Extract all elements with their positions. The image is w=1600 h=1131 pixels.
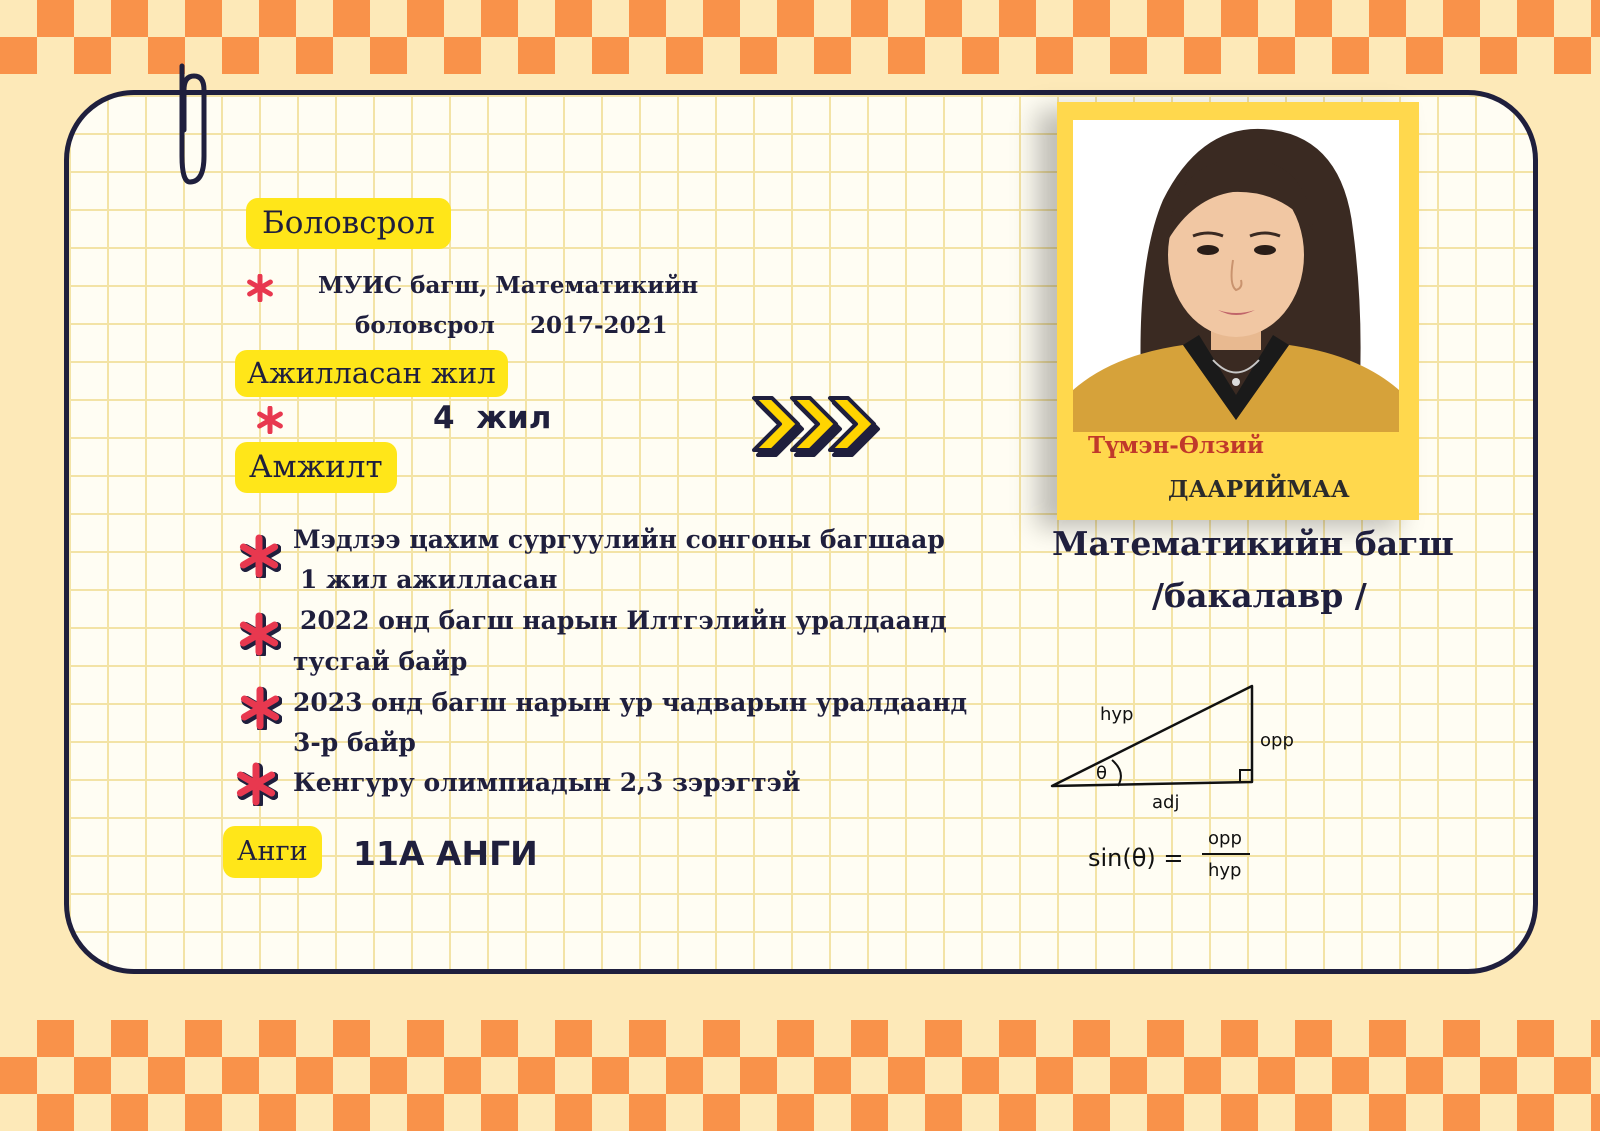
education-line2: боловсрол <box>355 312 495 339</box>
experience-heading: Ажилласан жил <box>235 350 508 397</box>
sine-formula-lhs: sin(θ) = <box>1088 844 1184 872</box>
trig-triangle-diagram <box>1040 676 1320 896</box>
sine-formula-numerator: opp <box>1208 828 1242 849</box>
achievement-1-line1: Мэдлээ цахим сургуулийн сонгоны багшаар <box>293 525 945 554</box>
achievement-4-line1: Кенгуру олимпиадын 2,3 зэрэгтэй <box>293 768 801 797</box>
checker-border-bottom <box>0 1020 1600 1131</box>
education-heading: Боловсрол <box>246 198 451 249</box>
experience-value: 4 жил <box>433 400 552 436</box>
asterisk-icon <box>246 274 274 302</box>
achievement-3-line1: 2023 онд багш нарын ур чадварын уралдаанд <box>293 688 968 717</box>
achievement-3-line2: 3-р байр <box>293 728 416 757</box>
achievement-2-line1: 2022 онд багш нарын Илтгэлийн уралдаанд <box>300 606 947 635</box>
profile-first-name: Түмэн-Өлзий <box>1088 432 1264 459</box>
chevron-arrows-icon <box>748 392 882 458</box>
education-years: 2017-2021 <box>530 312 668 339</box>
profile-role-line2: /бакалавр / <box>1152 576 1367 615</box>
asterisk-icon <box>237 612 281 656</box>
sine-formula-denominator: hyp <box>1208 860 1242 881</box>
paperclip-icon <box>166 60 212 190</box>
hyp-label: hyp <box>1100 704 1134 725</box>
achievement-2-line2: тусгай байр <box>293 647 468 676</box>
class-heading: Анги <box>223 826 322 878</box>
portrait-photo <box>1073 120 1399 432</box>
asterisk-icon <box>256 406 284 434</box>
asterisk-icon <box>238 686 282 730</box>
checker-border-top <box>0 0 1600 74</box>
class-value: 11A АНГИ <box>353 834 538 873</box>
asterisk-icon <box>237 534 281 578</box>
theta-label: θ <box>1096 763 1108 784</box>
profile-last-name: ДААРИЙМАА <box>1168 476 1350 503</box>
education-line1: МУИС багш, Математикийн <box>318 272 699 299</box>
achievements-heading: Амжилт <box>235 442 397 493</box>
adj-label: adj <box>1152 792 1180 813</box>
profile-role-line1: Математикийн багш <box>1052 524 1454 563</box>
asterisk-icon <box>234 762 278 806</box>
achievement-1-line2: 1 жил ажилласан <box>300 565 558 594</box>
opp-label: opp <box>1260 730 1294 751</box>
